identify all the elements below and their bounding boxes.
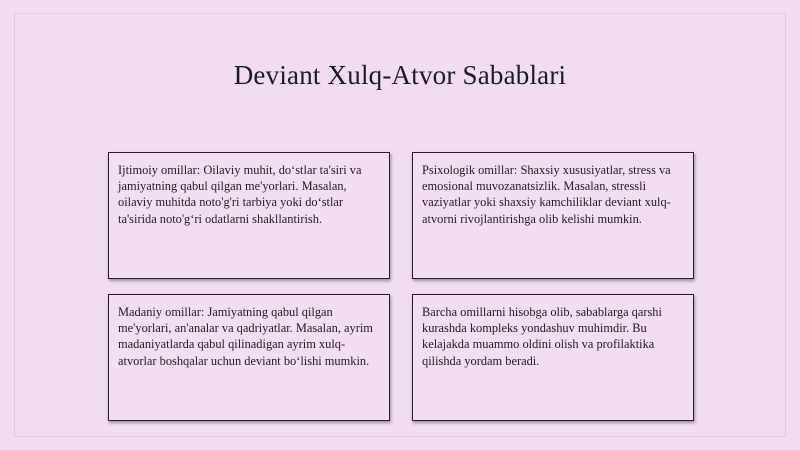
card-text: Psixologik omillar: Shaxsiy xususiyatlar, stress va emosional muvozanatsizlik. Masalan, stressli vaziyatlar yoki shaxsiy kamchiliklar deviant xulq-atvorni rivojlantirishga olib kelishi mumkin. [422,163,671,226]
card-text: Ijtimoiy omillar: Oilaviy muhit, do‘stlar ta'siri va jamiyatning qabul qilgan me'yorlari. Masalan, oilaviy muhitda noto'g'ri tarbiya yoki do‘stlar ta'sirida noto'g‘ri odatlarni shakllantirish. [118,163,362,226]
card-conclusion [412,294,694,421]
card-text: Barcha omillarni hisobga olib, sabablarga qarshi kurashda kompleks yondashuv muhimdir. Bu kelajakda muammo oldini olish va profilaktika qilishda yordam beradi. [422,305,662,368]
slide-title: Deviant Xulq-Atvor Sabablari [233,60,567,90]
card-text: Madaniy omillar: Jamiyatning qabul qilgan me'yorlari, an'analar va qadriyatlar. Masalan, ayrim madaniyatlarda qabul qilinadigan ayrim xulq-atvorlar boshqalar uchun deviant bo‘lishi mumkin. [118,305,373,368]
card-psychological-factors [412,152,694,279]
card-cultural-factors [108,294,390,421]
card-social-factors [108,152,390,279]
